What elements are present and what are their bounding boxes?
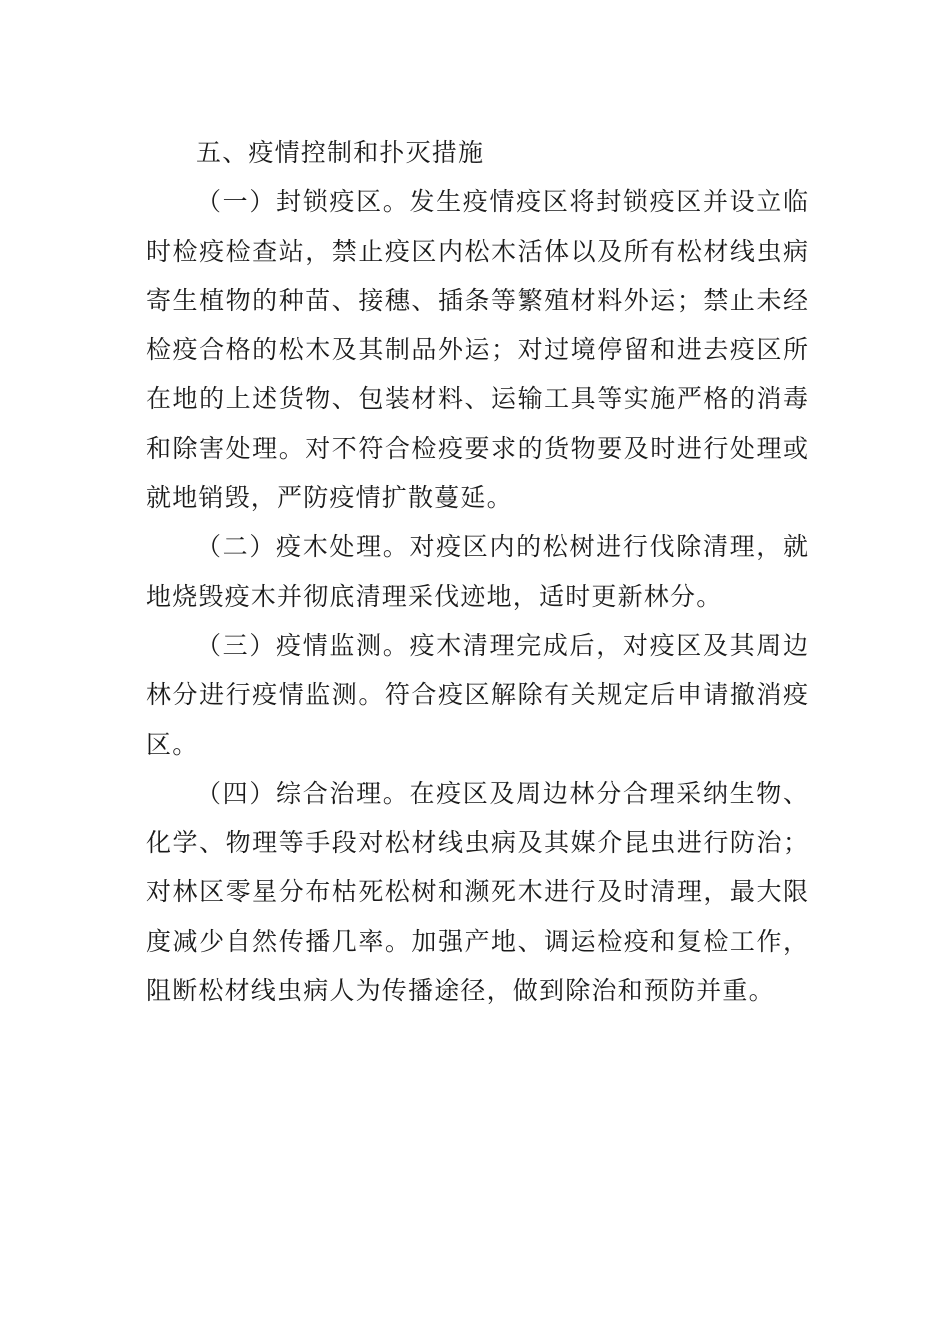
paragraph-line: 时检疫检查站，禁止疫区内松木活体以及所有松材线虫病 xyxy=(146,236,808,266)
paragraph-line: 阻断松材线虫病人为传播途径，做到除治和预防并重。 xyxy=(146,976,775,1006)
paragraph-integrated-control xyxy=(146,769,808,1015)
paragraph-line: 寄生植物的种苗、接穗、插条等繁殖材料外运；禁止未经 xyxy=(146,285,808,315)
paragraph-lockdown xyxy=(146,177,808,522)
paragraph-line: 地烧毁疫木并彻底清理采伐迹地，适时更新林分。 xyxy=(146,581,723,611)
section-heading: 五、疫情控制和扑灭措施 xyxy=(196,138,485,167)
paragraph-line: 就地销毁，严防疫情扩散蔓延。 xyxy=(146,483,513,513)
paragraph-line: 林分进行疫情监测。符合疫区解除有关规定后申请撤消疫 xyxy=(146,680,808,710)
paragraph-line: 和除害处理。对不符合检疫要求的货物要及时进行处理或 xyxy=(146,433,808,463)
paragraph-line: 在地的上述货物、包装材料、运输工具等实施严格的消毒 xyxy=(146,384,808,414)
document-body xyxy=(146,128,808,1015)
paragraph-infected-wood xyxy=(146,522,808,621)
paragraph-line: 检疫合格的松木及其制品外运；对过境停留和进去疫区所 xyxy=(146,335,808,365)
paragraph-line: 对林区零星分布枯死松树和濒死木进行及时清理，最大限 xyxy=(146,877,808,907)
paragraph-line: （二）疫木处理。对疫区内的松树进行伐除清理，就 xyxy=(196,532,808,562)
paragraph-monitoring xyxy=(146,621,808,769)
paragraph-line: 区。 xyxy=(146,729,199,759)
paragraph-line: 化学、物理等手段对松材线虫病及其媒介昆虫进行防治； xyxy=(146,828,808,858)
paragraph-line: （三）疫情监测。疫木清理完成后，对疫区及其周边 xyxy=(196,630,808,660)
paragraph-line: （四）综合治理。在疫区及周边林分合理采纳生物、 xyxy=(196,778,808,808)
paragraph-line: 度减少自然传播几率。加强产地、调运检疫和复检工作， xyxy=(146,926,808,956)
paragraph-line: （一）封锁疫区。发生疫情疫区将封锁疫区并设立临 xyxy=(196,187,808,217)
